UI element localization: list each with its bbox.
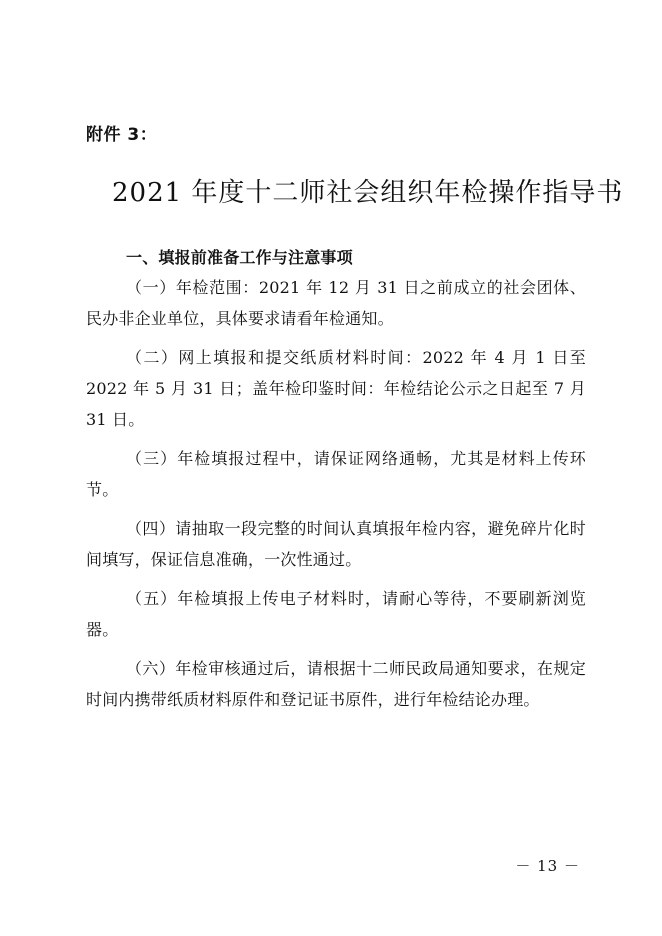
paragraph-submission-time: （二）网上填报和提交纸质材料时间：2022 年 4 月 1 日至 2022 年 5 月 31 日；盖年检印鉴时间：年检结论公示之日起至 7 月 31 日。 xyxy=(86,348,586,429)
document-title: 2021 年度十二师社会组织年检操作指导书 xyxy=(112,178,624,208)
paragraph-scope: （一）年检范围：2021 年 12 月 31 日之前成立的社会团体、民办非企业单位，具体要求请看年检通知。 xyxy=(86,278,586,328)
document-body xyxy=(86,244,586,723)
paragraph-upload: （五）年检填报上传电子材料时，请耐心等待，不要刷新浏览器。 xyxy=(86,589,586,639)
page-number: － 13 － xyxy=(515,857,580,875)
paragraph-complete-time: （四）请抽取一段完整的时间认真填报年检内容，避免碎片化时间填写，保证信息准确，一次性通过。 xyxy=(86,519,586,569)
section-heading: 一、填报前准备工作与注意事项 xyxy=(126,248,353,267)
paragraph-network: （三）年检填报过程中，请保证网络通畅，尤其是材料上传环节。 xyxy=(86,449,586,499)
attachment-label: 附件 3： xyxy=(86,125,158,145)
paragraph-after-review: （六）年检审核通过后，请根据十二师民政局通知要求，在规定时间内携带纸质材料原件和登记证书原件，进行年检结论办理。 xyxy=(86,659,586,709)
